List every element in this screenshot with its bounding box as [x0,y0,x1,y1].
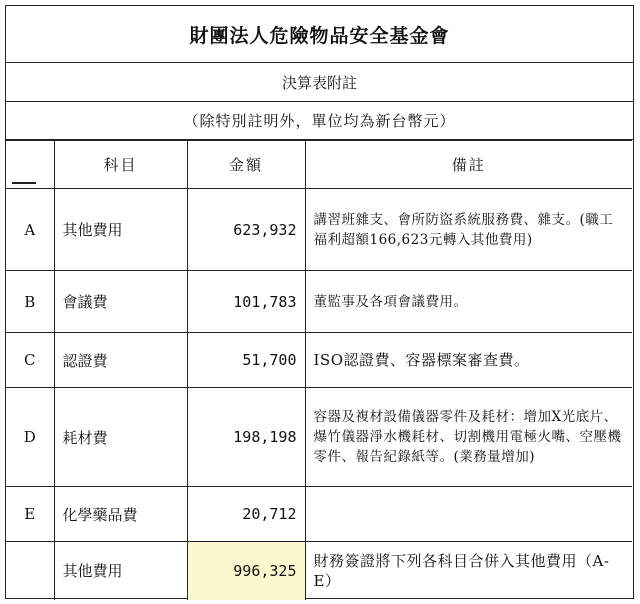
row-item: 化學藥品費 [54,487,187,542]
row-code: B [6,271,54,333]
row-code: D [6,388,54,487]
row-code: C [6,333,54,388]
total-item: 其他費用 [54,542,187,600]
document-subtitle: 決算表附註 [6,63,633,102]
unit-note: （除特別註明外，單位均為新台幣元） [6,102,633,140]
row-remark: 董監事及各項會議費用。 [305,271,632,333]
row-item: 耗材費 [54,388,187,487]
total-code [6,542,54,600]
total-row [6,542,632,600]
row-amount: 101,783 [187,271,305,333]
row-code: E [6,487,54,542]
dash-mark [12,182,36,184]
expense-table [6,140,632,600]
table-row [6,271,632,333]
table-header-row [6,141,632,189]
row-amount: 198,198 [187,388,305,487]
statement-sheet [5,5,634,599]
total-remark: 財務簽證將下列各科目合併入其他費用（A-E） [305,542,632,600]
header-remark: 備註 [305,141,632,189]
row-amount: 51,700 [187,333,305,388]
table-row [6,487,632,542]
table-row [6,189,632,271]
row-item: 其他費用 [54,189,187,271]
table-row [6,388,632,487]
row-remark: 容器及複材設備儀器零件及耗材：增加X光底片、爆竹儀器淨水機耗材、切割機用電極火嘴、空壓機零件、報告紀錄紙等。(業務量增加) [305,388,632,487]
table-row [6,333,632,388]
row-amount: 20,712 [187,487,305,542]
header-item: 科目 [54,141,187,189]
header-amount: 金額 [187,141,305,189]
row-remark [305,487,632,542]
row-code: A [6,189,54,271]
header-code-cell [6,141,54,189]
row-amount: 623,932 [187,189,305,271]
document-title: 財團法人危險物品安全基金會 [6,6,633,63]
row-remark: ISO認證費、容器標案審查費。 [305,333,632,388]
row-remark: 講習班雜支、會所防盜系統服務費、雜支。(職工福利超額166,623元轉入其他費用) [305,189,632,271]
total-amount: 996,325 [187,542,305,600]
row-item: 會議費 [54,271,187,333]
row-item: 認證費 [54,333,187,388]
